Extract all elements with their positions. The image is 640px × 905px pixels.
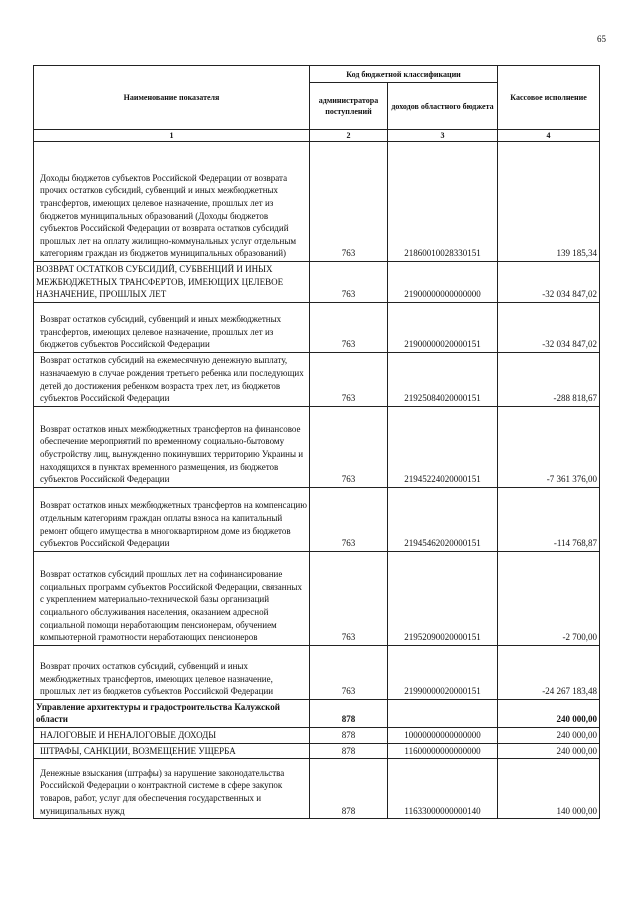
header-classification: Код бюджетной классификации [310,66,498,83]
row-admin-code: 763 [310,142,388,262]
table-row [34,551,600,645]
row-name: Возврат остатков субсидий на ежемесячную денежную выплату, назначаемую в случае рождения третьего ребенка или последующих детей до достижения ребенком возраста трех лет, из бюджетов субъектов Российской Федерации [34,352,310,406]
table-row [34,487,600,551]
table-row [34,352,600,406]
column-number: 4 [498,130,600,142]
table-row [34,406,600,487]
row-income-code: 21990000020000151 [388,645,498,699]
row-amount: -288 818,67 [498,352,600,406]
row-admin-code: 763 [310,551,388,645]
row-admin-code: 763 [310,302,388,352]
table-row [34,743,600,759]
row-admin-code: 878 [310,727,388,743]
table-header [34,66,600,142]
row-income-code: 21945224020000151 [388,406,498,487]
row-amount: -32 034 847,02 [498,302,600,352]
header-income: доходов областного бюджета [388,83,498,130]
row-admin-code: 878 [310,699,388,727]
row-income-code: 21860010028330151 [388,142,498,262]
header-execution: Кассовое исполнение [498,66,600,130]
row-name: Денежные взыскания (штрафы) за нарушение законодательства Российской Федерации о контрактной системе в сфере закупок товаров, работ, услуг для обеспечения государственных и муниципальных нужд [34,759,310,819]
row-income-code: 21952090020000151 [388,551,498,645]
row-income-code: 11600000000000000 [388,743,498,759]
table-row [34,645,600,699]
column-number: 1 [34,130,310,142]
row-name: Доходы бюджетов субъектов Российской Федерации от возврата прочих остатков субсидий, субвенций и иных межбюджетных трансфертов, имеющих целевое назначение, прошлых лет из бюджетов муниципальных образований (Доходы бюджетов субъектов Российской Федерации от возврата остатков субсидий прошлых лет на оплату жилищно-коммунальных услуг отдельным категориям граждан из бюджетов муниципальных образований) [34,142,310,262]
row-amount: -32 034 847,02 [498,262,600,303]
row-name: Возврат прочих остатков субсидий, субвенций и иных межбюджетных трансфертов, имеющих целевое назначение, прошлых лет из бюджетов субъектов Российской Федерации [34,645,310,699]
column-number-row [34,130,600,142]
table-row [34,262,600,303]
table-row [34,142,600,262]
column-number: 2 [310,130,388,142]
row-admin-code: 763 [310,262,388,303]
header-name: Наименование показателя [34,66,310,130]
row-name: Управление архитектуры и градостроительства Калужской области [34,699,310,727]
row-name: ШТРАФЫ, САНКЦИИ, ВОЗМЕЩЕНИЕ УЩЕРБА [34,743,310,759]
header-admin: администратора поступлений [310,83,388,130]
row-name: Возврат остатков субсидий прошлых лет на софинансирование социальных программ субъектов Российской Федерации, связанных с укреплением материально-технической базы организаций социального обслуживания населения, оказанием адресной социальной помощи неработающим пенсионерам, обучением компьютерной грамотности неработающих пенсионеров [34,551,310,645]
row-name: Возврат остатков иных межбюджетных трансфертов на финансовое обеспечение мероприятий по временному социально-бытовому обустройству лиц, вынужденно покинувших территорию Украины и находящихся в пунктах временного размещения, из бюджетов субъектов Российской Федерации [34,406,310,487]
row-income-code: 21900000000000000 [388,262,498,303]
row-admin-code: 763 [310,487,388,551]
row-income-code: 11633000000000140 [388,759,498,819]
row-amount: 240 000,00 [498,727,600,743]
column-number: 3 [388,130,498,142]
row-amount: -24 267 183,48 [498,645,600,699]
table-row [34,727,600,743]
row-amount: -114 768,87 [498,487,600,551]
row-amount: 139 185,34 [498,142,600,262]
row-amount: -2 700,00 [498,551,600,645]
row-income-code: 21925084020000151 [388,352,498,406]
row-admin-code: 878 [310,743,388,759]
row-income-code: 21900000020000151 [388,302,498,352]
row-name: НАЛОГОВЫЕ И НЕНАЛОГОВЫЕ ДОХОДЫ [34,727,310,743]
row-amount: 240 000,00 [498,743,600,759]
row-admin-code: 763 [310,406,388,487]
row-amount: -7 361 376,00 [498,406,600,487]
budget-report-table [33,65,600,819]
row-name: ВОЗВРАТ ОСТАТКОВ СУБСИДИЙ, СУБВЕНЦИЙ И ИНЫХ МЕЖБЮДЖЕТНЫХ ТРАНСФЕРТОВ, ИМЕЮЩИХ ЦЕЛЕВОЕ НАЗНАЧЕНИЕ, ПРОШЛЫХ ЛЕТ [34,262,310,303]
row-income-code: 21945462020000151 [388,487,498,551]
table-row-section [34,699,600,727]
row-name: Возврат остатков субсидий, субвенций и иных межбюджетных трансфертов, имеющих целевое назначение, прошлых лет из бюджетов субъектов Российской Федерации [34,302,310,352]
row-admin-code: 763 [310,352,388,406]
row-income-code: 10000000000000000 [388,727,498,743]
row-income-code [388,699,498,727]
row-amount: 240 000,00 [498,699,600,727]
table-row [34,759,600,819]
row-admin-code: 763 [310,645,388,699]
row-name: Возврат остатков иных межбюджетных трансфертов на компенсацию отдельным категориям граждан оплаты взноса на капитальный ремонт общего имущества в многоквартирном доме из бюджетов субъектов Российской Федерации [34,487,310,551]
row-amount: 140 000,00 [498,759,600,819]
table-row [34,302,600,352]
row-admin-code: 878 [310,759,388,819]
page-number: 65 [597,34,606,44]
